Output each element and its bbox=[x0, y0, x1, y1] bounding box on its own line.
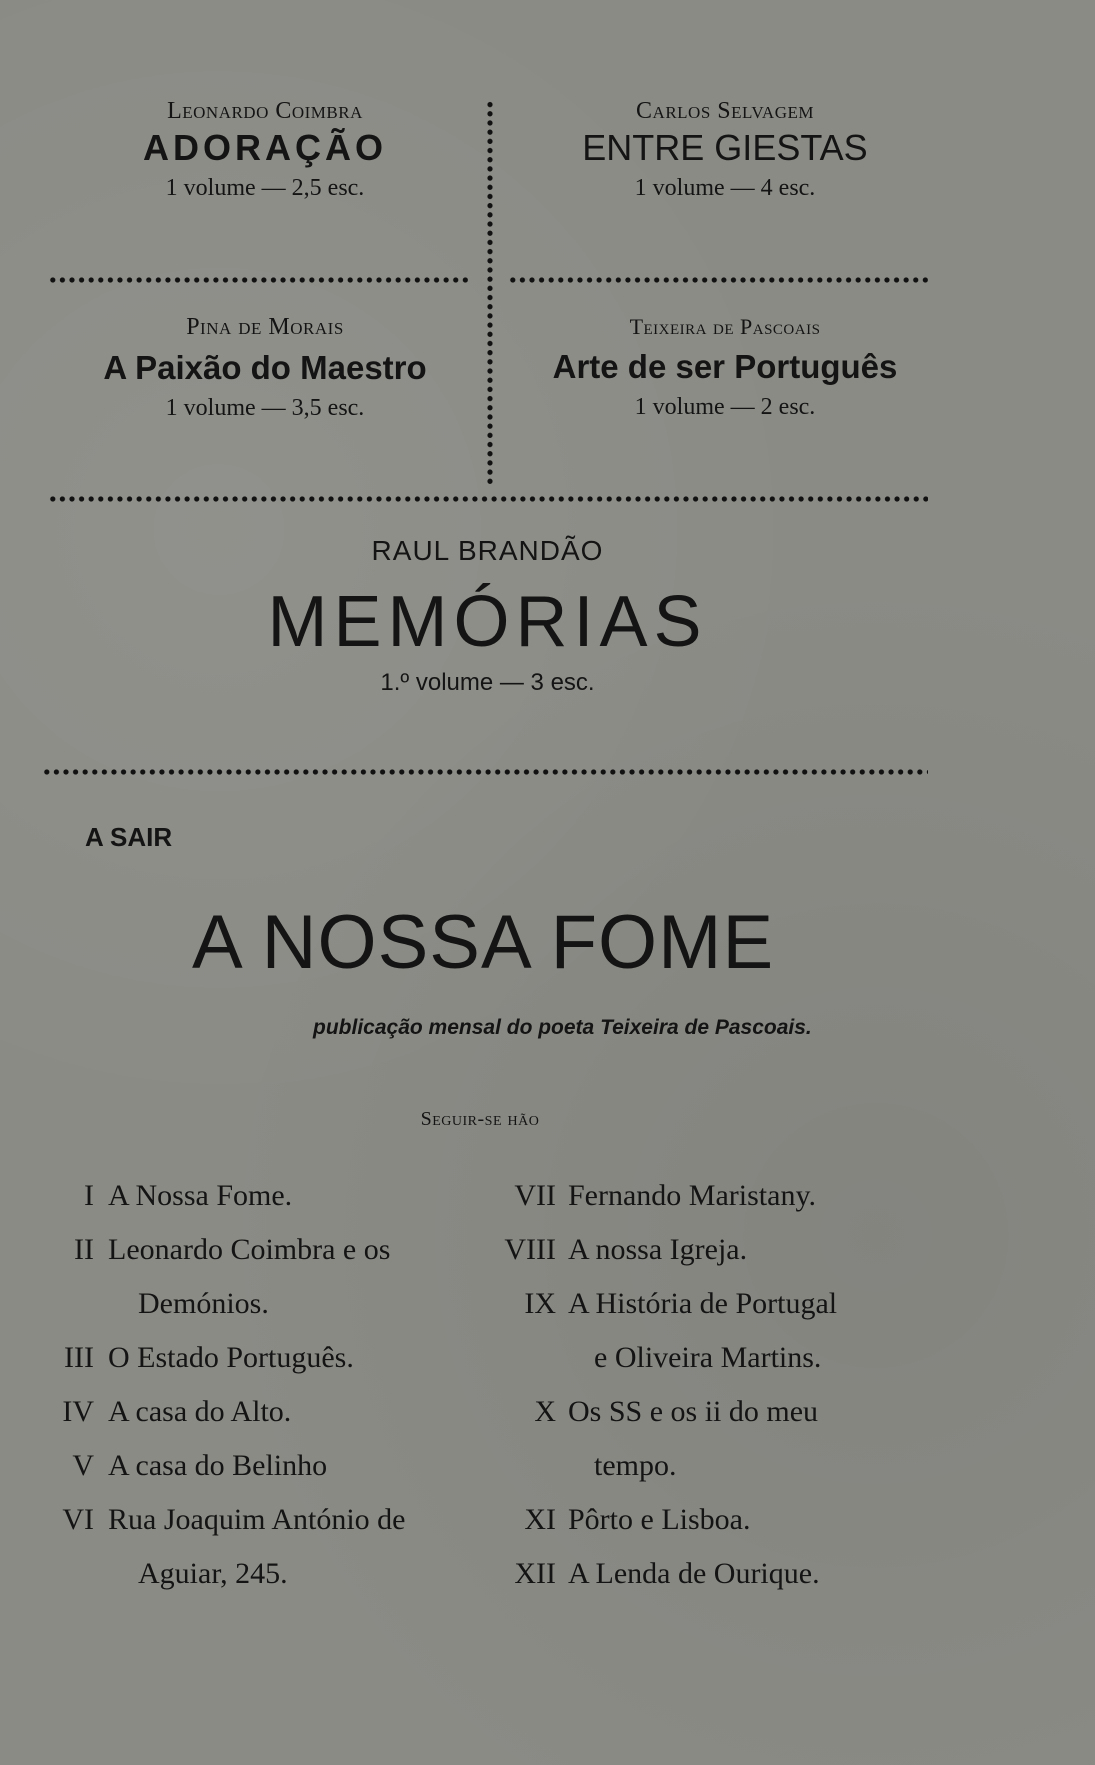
item-number: IX bbox=[524, 1287, 556, 1320]
dotted-divider bbox=[508, 277, 928, 283]
item-number: V bbox=[72, 1449, 94, 1482]
item-text: Os SS e os ii do meu bbox=[568, 1395, 819, 1428]
featured-title: MEMÓRIAS bbox=[267, 582, 708, 662]
book-title: ENTRE GIESTAS bbox=[582, 127, 868, 168]
book-author: Teixeira de Pascoais bbox=[629, 314, 821, 339]
upcoming-description: publicação mensal do poeta Teixeira de Pascoais. bbox=[313, 1016, 812, 1039]
book-1 bbox=[60, 98, 470, 202]
book-title: Arte de ser Português bbox=[552, 348, 898, 385]
contents-list bbox=[0, 1172, 1095, 1592]
dotted-divider bbox=[48, 277, 468, 283]
dotted-divider bbox=[48, 496, 928, 502]
featured-author: RAUL BRANDÃO bbox=[371, 535, 604, 566]
item-text: Leonardo Coimbra e os bbox=[108, 1233, 391, 1266]
item-text: A Lenda de Ourique. bbox=[568, 1557, 820, 1590]
book-author: Leonardo Coimbra bbox=[167, 98, 363, 124]
item-number: IV bbox=[62, 1395, 94, 1428]
item-text: Rua Joaquim António de bbox=[108, 1503, 406, 1536]
item-text: e Oliveira Martins. bbox=[594, 1341, 822, 1374]
book-price: 1 volume — 2 esc. bbox=[634, 394, 816, 420]
item-text: A casa do Belinho bbox=[108, 1449, 328, 1482]
item-number: XII bbox=[514, 1557, 556, 1590]
book-price: 1 volume — 2,5 esc. bbox=[165, 175, 365, 201]
item-number: VII bbox=[514, 1179, 556, 1212]
item-text: A nossa Igreja. bbox=[568, 1233, 748, 1266]
item-number: II bbox=[74, 1233, 94, 1266]
item-text: Pôrto e Lisboa. bbox=[568, 1503, 751, 1536]
featured-price: 1.º volume — 3 esc. bbox=[380, 669, 595, 696]
item-number: XI bbox=[524, 1503, 556, 1536]
book-price: 1 volume — 4 esc. bbox=[634, 175, 816, 201]
upcoming-title: A NOSSA FOME bbox=[192, 900, 775, 985]
featured-book bbox=[0, 535, 975, 697]
book-2 bbox=[520, 98, 930, 202]
dotted-divider bbox=[42, 769, 928, 775]
item-number: III bbox=[64, 1341, 94, 1374]
series-label: Seguir-se hão bbox=[420, 1108, 540, 1130]
book-4 bbox=[520, 314, 930, 421]
item-number: VI bbox=[62, 1503, 94, 1536]
item-text: tempo. bbox=[594, 1449, 677, 1482]
item-text: A casa do Alto. bbox=[108, 1395, 292, 1428]
item-text: O Estado Português. bbox=[108, 1341, 354, 1374]
item-text: Demónios. bbox=[138, 1287, 269, 1320]
book-price: 1 volume — 3,5 esc. bbox=[165, 395, 365, 421]
item-text: A Nossa Fome. bbox=[108, 1179, 293, 1212]
item-text: A História de Portugal bbox=[568, 1287, 838, 1320]
item-text: Aguiar, 245. bbox=[138, 1557, 288, 1590]
dotted-column-divider bbox=[487, 100, 493, 485]
item-number: VIII bbox=[504, 1233, 556, 1266]
item-text: Fernando Maristany. bbox=[568, 1179, 816, 1212]
book-author: Pina de Morais bbox=[186, 314, 344, 340]
upcoming-label: A SAIR bbox=[85, 822, 173, 852]
book-author: Carlos Selvagem bbox=[636, 98, 814, 124]
item-number: I bbox=[84, 1179, 94, 1212]
book-title: A Paixão do Maestro bbox=[103, 349, 427, 386]
book-title: ADORAÇÃO bbox=[143, 127, 387, 168]
book-3 bbox=[60, 314, 470, 422]
item-number: X bbox=[534, 1395, 556, 1428]
